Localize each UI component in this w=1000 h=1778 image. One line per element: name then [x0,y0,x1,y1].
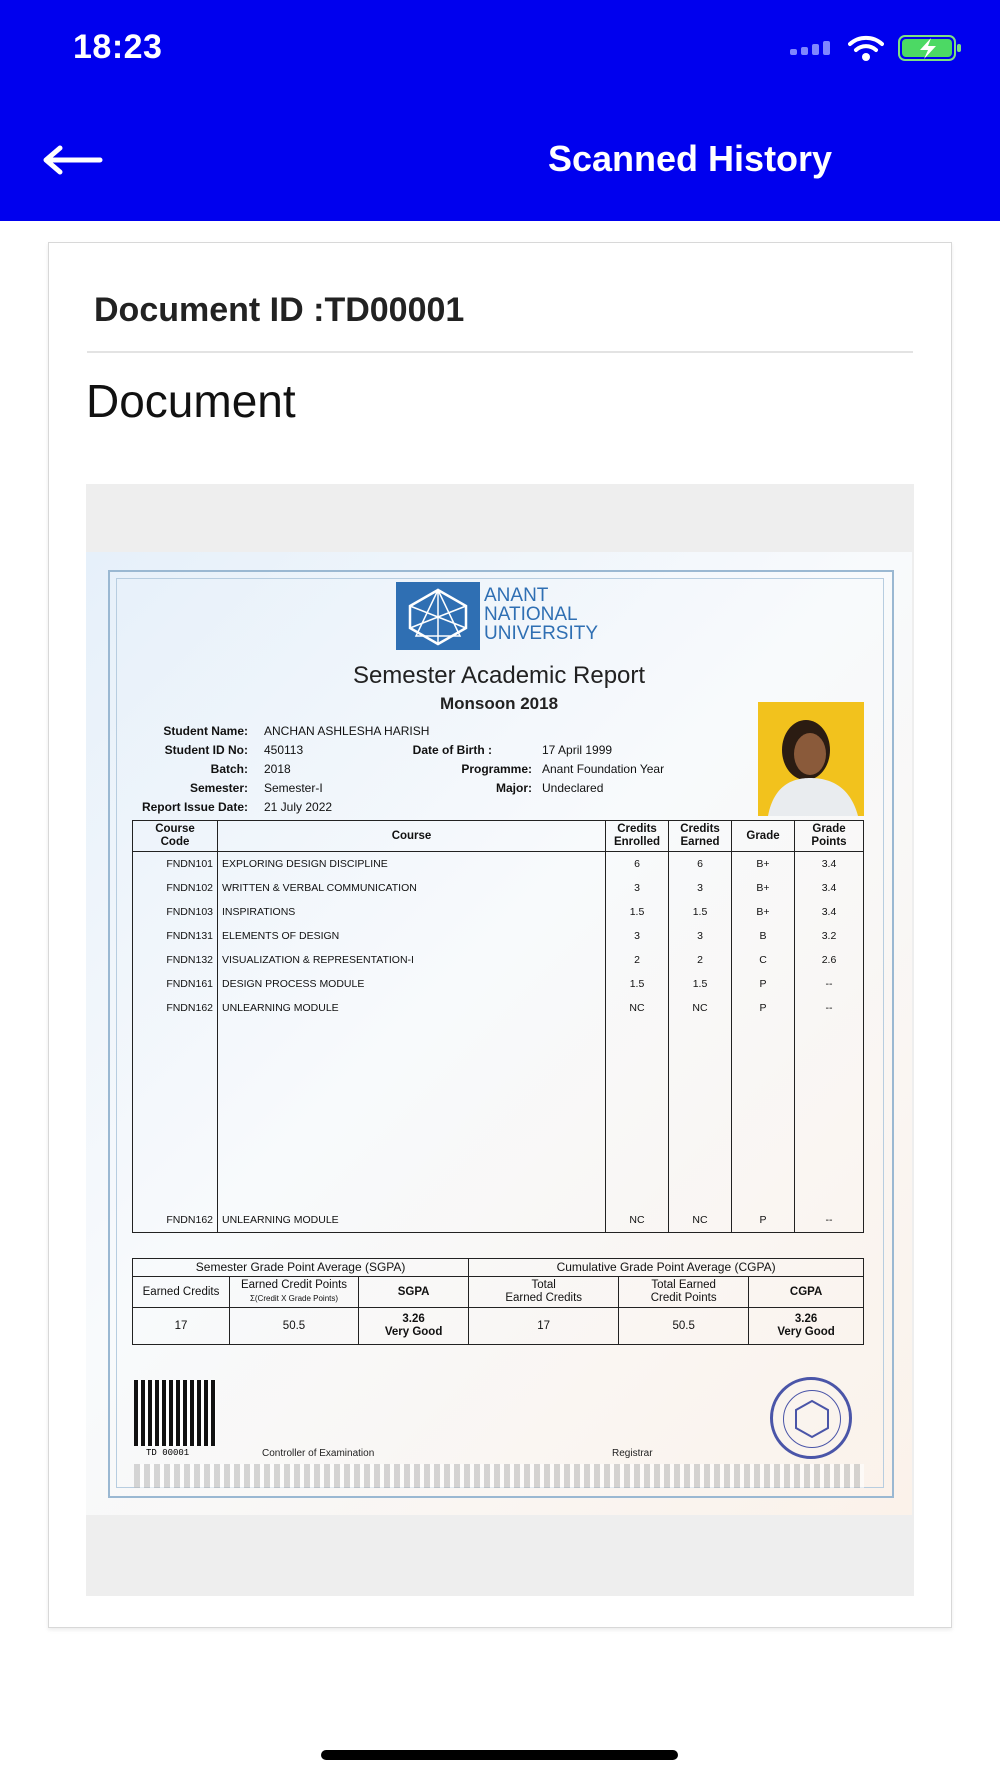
gpa-value-row: 17 50.5 3.26 Very Good 17 50.5 3.26 Very Good [133,1308,864,1345]
university-logo [396,582,480,650]
dob-label: Date of Birth : [412,743,492,757]
document-id: Document ID :TD00001 [94,291,465,329]
report-term: Monsoon 2018 [439,694,559,713]
grades-table [132,820,864,1233]
programme: Anant Foundation Year [542,762,665,776]
col-course-code: Course Code [133,821,218,852]
major: Undeclared [542,781,604,795]
table-row: FNDN161 DESIGN PROCESS MODULE 1.5 1.5 P -- [133,972,864,996]
col-course: Course [218,821,606,852]
programme-label: Programme: [461,762,532,776]
wifi-icon [848,34,884,62]
table-row: FNDN102 WRITTEN & VERBAL COMMUNICATION 3 3 B+ 3.4 [133,876,864,900]
table-row: FNDN103 INSPIRATIONS 1.5 1.5 B+ 3.4 [133,900,864,924]
section-title: Document [86,375,296,427]
divider [87,351,913,353]
table-row: FNDN162 UNLEARNING MODULE NC NC P -- [133,1208,864,1233]
university-seal [770,1377,852,1459]
table-row: FNDN101 EXPLORING DESIGN DISCIPLINE 6 6 B+ 3.4 [133,852,864,877]
status-time: 18:23 [73,28,163,66]
page-title: Scanned History [548,138,833,179]
issue-date: 21 July 2022 [264,800,333,814]
student-id: 450113 [264,743,304,757]
academic-report-image [86,552,912,1515]
table-row: FNDN162 UNLEARNING MODULE NC NC P -- [133,996,864,1020]
semester-label: Semester: [189,781,248,795]
student-photo [758,702,864,816]
registrar-signature-label: Registrar [612,1448,653,1459]
back-arrow-icon[interactable] [38,140,108,180]
security-microtext [134,1464,864,1488]
app-header [0,0,1000,221]
battery-charging-icon [898,34,962,62]
controller-signature-label: Controller of Examination [262,1448,375,1459]
table-spacer-row [133,1020,864,1208]
cgpa-title: Cumulative Grade Point Average (CGPA) [469,1259,864,1277]
qr-code [134,1380,216,1446]
issue-date-label: Report Issue Date: [141,800,248,814]
gpa-table [132,1258,864,1345]
dob: 17 April 1999 [542,743,613,757]
grades-header-row [133,821,864,852]
col-credits-enrolled: Credits Enrolled [606,821,669,852]
batch-label: Batch: [210,762,248,776]
home-indicator [321,1750,678,1760]
col-grade: Grade [732,821,795,852]
table-row: FNDN131 ELEMENTS OF DESIGN 3 3 B 3.2 [133,924,864,948]
student-name: ANCHAN ASHLESHA HARISH [264,724,430,738]
gpa-header-row: Earned Credits Earned Credit Points Σ(Credit X Grade Points) SGPA Total Earned Credits Total Earned Credit Points CGPA [133,1277,864,1308]
student-id-label: Student ID No: [164,743,248,757]
signal-icon [790,41,834,55]
report-title: Semester Academic Report [352,662,646,689]
table-row: FNDN132 VISUALIZATION & REPRESENTATION-I 2 2 C 2.6 [133,948,864,972]
semester: Semester-I [264,781,323,795]
col-grade-points: Grade Points [795,821,864,852]
col-credits-earned: Credits Earned [669,821,732,852]
qr-caption: TD 00001 [146,1448,190,1458]
gpa-title-row [133,1259,864,1277]
batch: 2018 [264,762,291,776]
university-name: ANANT NATIONAL UNIVERSITY [484,585,599,644]
major-label: Major: [496,781,532,795]
sgpa-title: Semester Grade Point Average (SGPA) [133,1259,469,1277]
status-icons [790,34,962,62]
student-name-label: Student Name: [163,724,248,738]
